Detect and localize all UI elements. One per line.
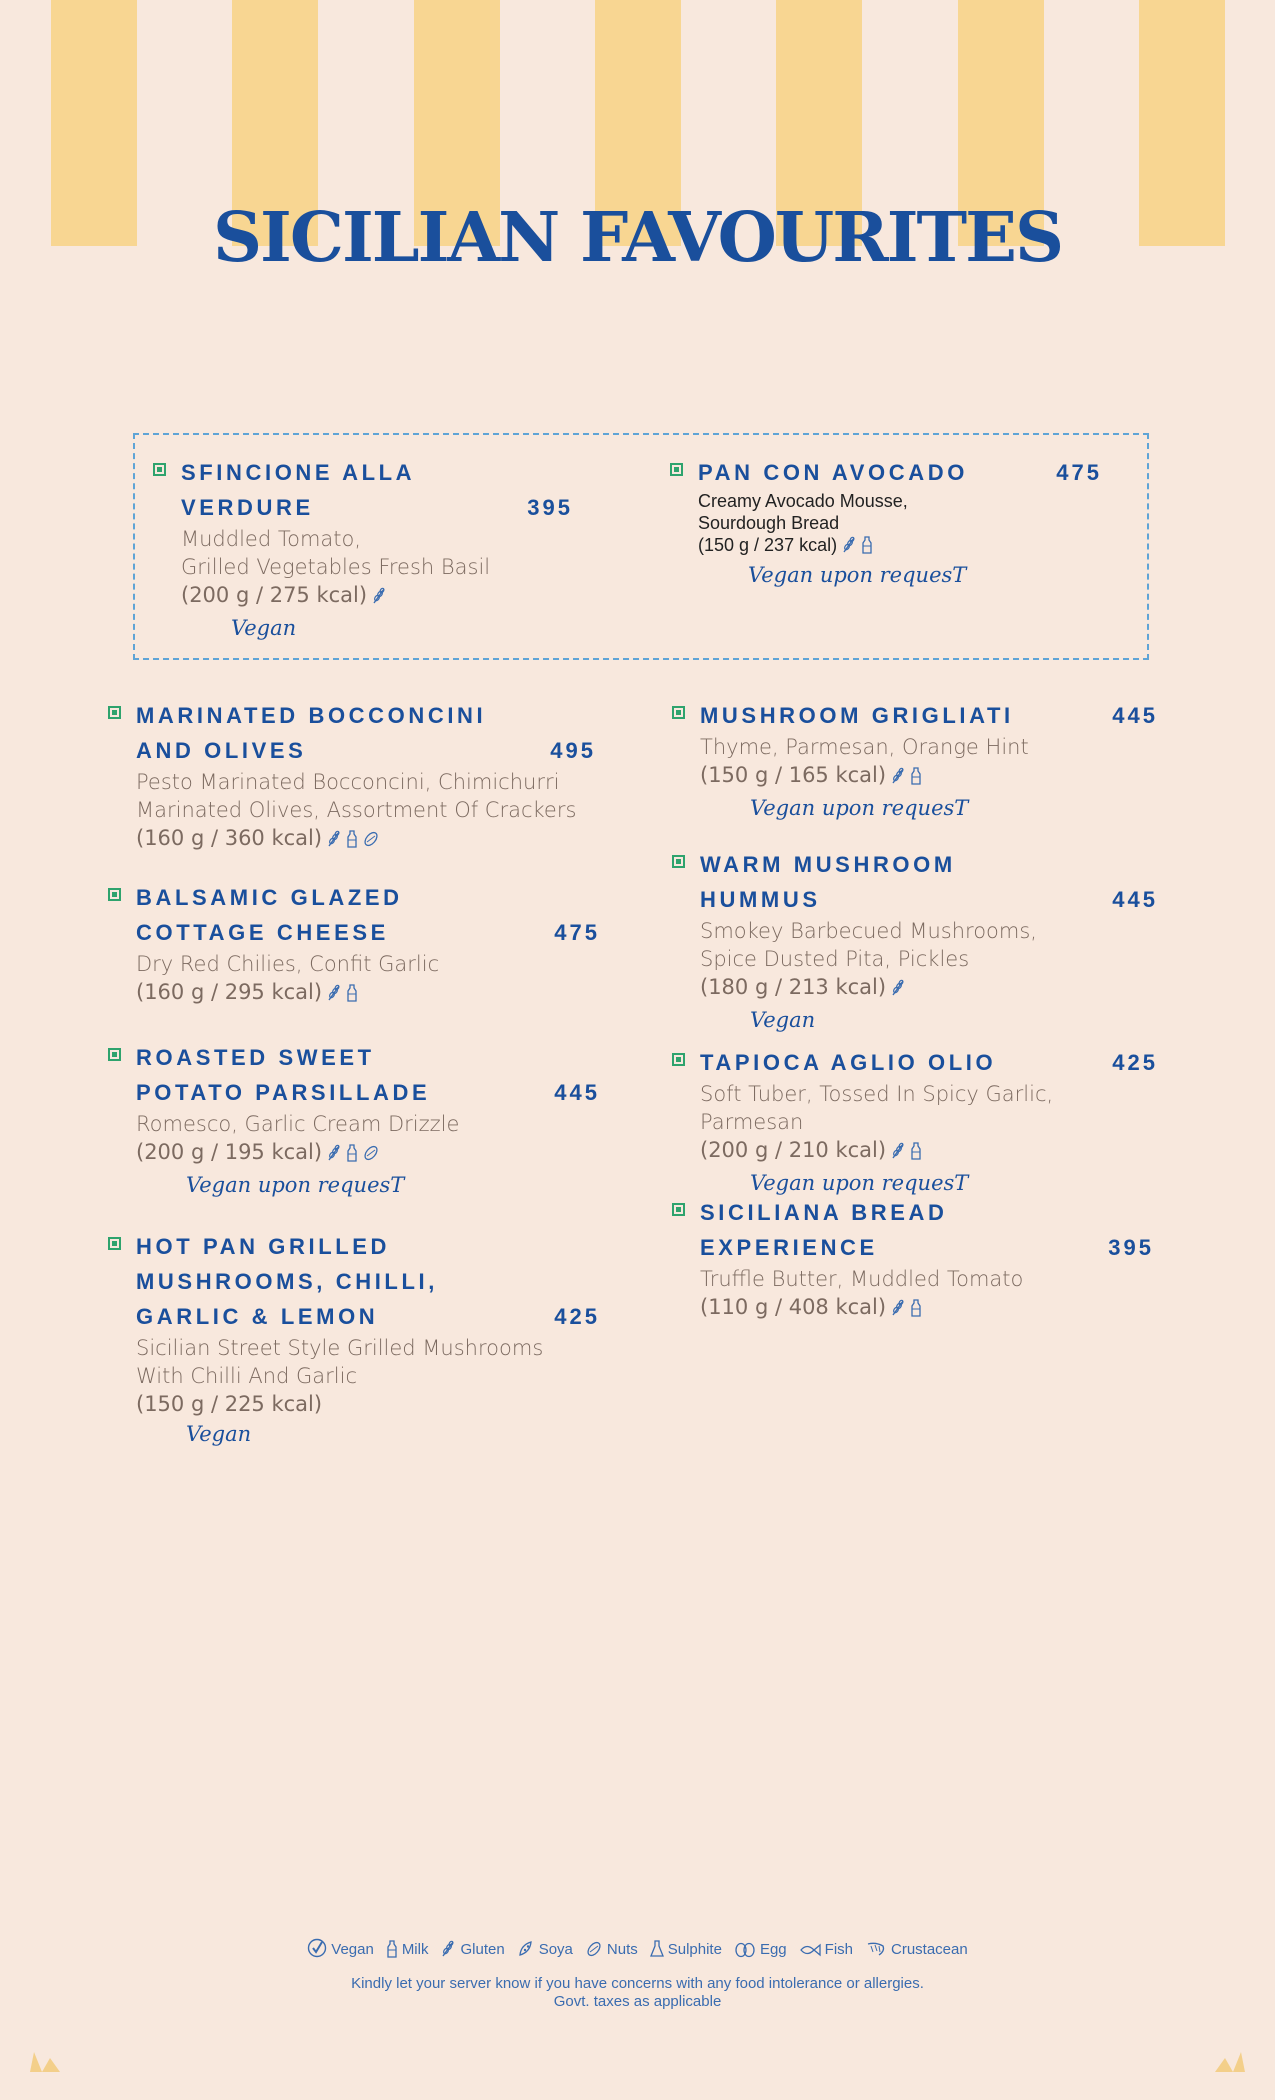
legend-label: Fish — [824, 1941, 853, 1958]
fish-icon — [799, 1941, 825, 1958]
item-description: Thyme, Parmesan, Orange Hint — [700, 735, 1029, 759]
item-price: 395 — [527, 495, 573, 520]
item-kcal — [136, 824, 596, 855]
legend-fish — [799, 1941, 853, 1958]
milk-icon — [910, 1296, 922, 1324]
milk-icon — [346, 981, 358, 1009]
item-price: 445 — [1112, 887, 1158, 912]
item-note: Vegan — [750, 1008, 816, 1032]
menu-item-sweet-potato — [136, 1040, 600, 1201]
item-kcal-text: (150 g / 237 kcal) — [698, 535, 838, 555]
legend-label: Crustacean — [891, 1941, 968, 1958]
legend-milk — [386, 1940, 429, 1958]
veg-marker-icon — [672, 855, 685, 868]
footer-disclaimer — [0, 1975, 1275, 2011]
item-name: WARM MUSHROOM HUMMUS 445 — [700, 847, 1158, 917]
item-description: Romesco, Garlic Cream Drizzle — [136, 1112, 460, 1136]
gluten-icon — [326, 981, 342, 1009]
gluten-icon — [440, 1941, 460, 1958]
nuts-icon — [362, 827, 380, 855]
legend-soya — [517, 1940, 573, 1958]
item-name: MARINATED BOCCONCINI AND OLIVES 495 — [136, 698, 596, 768]
gluten-icon — [841, 536, 857, 559]
menu-item-sfincione — [181, 455, 573, 644]
gluten-icon — [890, 976, 906, 1004]
item-kcal — [700, 1293, 1154, 1324]
milk-icon — [861, 536, 873, 559]
item-kcal-text: (160 g / 295 kcal) — [136, 980, 323, 1004]
veg-marker-icon — [108, 1048, 121, 1061]
item-kcal-text: (200 g / 195 kcal) — [136, 1140, 323, 1164]
legend-nuts — [585, 1940, 638, 1958]
item-name: BALSAMIC GLAZED COTTAGE CHEESE 475 — [136, 880, 600, 950]
gluten-icon — [371, 584, 387, 612]
corner-leaf-icon — [1211, 2042, 1247, 2074]
menu-item-siciliana-bread — [700, 1195, 1154, 1324]
item-kcal — [698, 534, 1102, 559]
legend-gluten — [440, 1940, 504, 1958]
item-name: PAN CON AVOCADO 475 — [698, 455, 1102, 490]
legend-label: Vegan — [331, 1941, 374, 1958]
milk-icon — [346, 1141, 358, 1169]
item-name: SICILIANA BREAD EXPERIENCE 395 — [700, 1195, 1154, 1265]
gluten-icon — [326, 1141, 342, 1169]
item-description: Smokey Barbecued Mushrooms, Spice Dusted Pita, Pickles — [700, 919, 1037, 971]
item-description: Soft Tuber, Tossed In Spicy Garlic, Parmesan — [700, 1082, 1054, 1134]
legend-label: Soya — [538, 1941, 573, 1958]
egg-icon — [734, 1941, 760, 1958]
item-price: 445 — [1112, 703, 1158, 728]
item-name: ROASTED SWEET POTATO PARSILLADE 445 — [136, 1040, 600, 1110]
item-price: 475 — [554, 920, 600, 945]
menu-item-cottage-cheese — [136, 880, 600, 1009]
gluten-icon — [890, 764, 906, 792]
milk-icon — [386, 1941, 402, 1958]
sulphite-icon — [650, 1941, 668, 1958]
veg-marker-icon — [108, 888, 121, 901]
item-note: Vegan — [231, 616, 297, 640]
veg-marker-icon — [153, 463, 166, 476]
nuts-icon — [585, 1941, 607, 1958]
item-note: Vegan upon requesT — [750, 796, 969, 820]
item-description: Dry Red Chilies, Confit Garlic — [136, 952, 440, 976]
legend-label: Nuts — [606, 1941, 638, 1958]
veg-marker-icon — [108, 706, 121, 719]
menu-item-mushroom-hummus — [700, 847, 1158, 1036]
milk-icon — [346, 827, 358, 855]
item-price: 425 — [1112, 1050, 1158, 1075]
corner-leaf-icon — [28, 2042, 64, 2074]
item-kcal-text: (150 g / 225 kcal) — [136, 1392, 323, 1416]
item-price: 475 — [1056, 460, 1102, 485]
milk-icon — [910, 1139, 922, 1167]
item-price: 495 — [550, 738, 596, 763]
item-kcal-text: (180 g / 213 kcal) — [700, 975, 887, 999]
veg-marker-icon — [672, 1203, 685, 1216]
item-note: Vegan upon requesT — [748, 563, 967, 587]
veg-marker-icon — [672, 706, 685, 719]
veg-marker-icon — [672, 1053, 685, 1066]
item-kcal — [700, 1136, 1158, 1167]
soya-icon — [517, 1941, 539, 1958]
menu-item-bocconcini — [136, 698, 596, 855]
item-note: Vegan upon requesT — [186, 1173, 405, 1197]
menu-item-pan-con-avocado — [698, 455, 1102, 591]
allergen-legend — [0, 1938, 1275, 1958]
item-kcal-text: (110 g / 408 kcal) — [700, 1295, 887, 1319]
item-description: Pesto Marinated Bocconcini, Chimichurri Marinated Olives, Assortment Of Crackers — [136, 770, 577, 822]
veg-marker-icon — [108, 1237, 121, 1250]
gluten-icon — [890, 1296, 906, 1324]
nuts-icon — [362, 1141, 380, 1169]
item-note: Vegan — [186, 1422, 252, 1446]
legend-crustacean — [865, 1940, 968, 1958]
item-kcal — [181, 581, 573, 612]
item-kcal-text: (200 g / 210 kcal) — [700, 1138, 887, 1162]
item-price: 395 — [1108, 1235, 1154, 1260]
item-name: MUSHROOM GRIGLIATI 445 — [700, 698, 1158, 733]
menu-item-tapioca — [700, 1045, 1158, 1199]
item-name: HOT PAN GRILLED MUSHROOMS, CHILLI, GARLIC & LEMON 425 — [136, 1229, 600, 1334]
legend-label: Gluten — [460, 1941, 505, 1958]
item-kcal — [700, 973, 1158, 1004]
vegan-icon — [307, 1941, 331, 1958]
legend-label: Egg — [759, 1941, 787, 1958]
item-note: Vegan upon requesT — [750, 1171, 969, 1195]
page-title: SICILIAN FAVOURITES — [212, 198, 1063, 278]
item-kcal-text: (160 g / 360 kcal) — [136, 826, 323, 850]
item-description: Sicilian Street Style Grilled Mushrooms With Chilli And Garlic — [136, 1336, 544, 1388]
legend-vegan — [307, 1938, 374, 1958]
item-description: Muddled Tomato, Grilled Vegetables Fresh Basil — [181, 527, 491, 579]
item-kcal-text: (150 g / 165 kcal) — [700, 763, 887, 787]
legend-egg — [734, 1940, 787, 1958]
item-description: Truffle Butter, Muddled Tomato — [700, 1267, 1024, 1291]
legend-label: Sulphite — [667, 1941, 722, 1958]
crustacean-icon — [865, 1941, 891, 1958]
tax-note: Govt. taxes as applicable — [553, 1993, 722, 2010]
item-name: TAPIOCA AGLIO OLIO 425 — [700, 1045, 1158, 1080]
item-price: 425 — [554, 1304, 600, 1329]
menu-item-hot-pan-mushrooms — [136, 1229, 600, 1450]
item-price: 445 — [554, 1080, 600, 1105]
menu-item-mushroom-grigliati — [700, 698, 1158, 824]
item-kcal-text: (200 g / 275 kcal) — [181, 583, 368, 607]
item-kcal — [136, 1138, 600, 1169]
gluten-icon — [326, 827, 342, 855]
item-description: Creamy Avocado Mousse, Sourdough Bread — [698, 491, 908, 533]
milk-icon — [910, 764, 922, 792]
legend-sulphite — [650, 1940, 722, 1958]
veg-marker-icon — [670, 463, 683, 476]
item-kcal — [700, 761, 1158, 792]
item-kcal — [136, 1390, 600, 1418]
item-kcal — [136, 978, 600, 1009]
legend-label: Milk — [401, 1941, 429, 1958]
allergy-note: Kindly let your server know if you have concerns with any food intolerance or allergies. — [351, 1975, 924, 1992]
gluten-icon — [890, 1139, 906, 1167]
item-name: SFINCIONE ALLA VERDURE 395 — [181, 455, 573, 525]
